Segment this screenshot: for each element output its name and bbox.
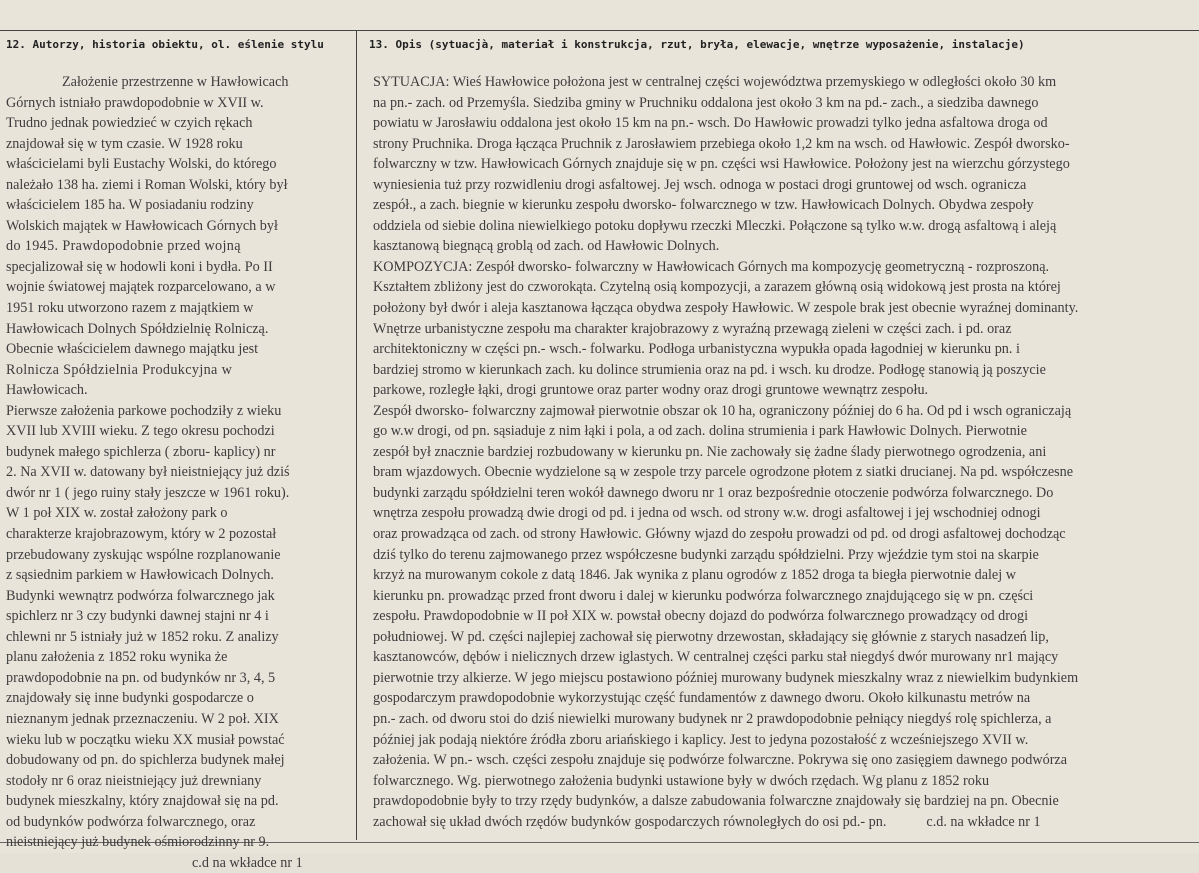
description-text-line: go w.w drogi, od pn. sąsiaduje z nim łąki i pola, a od zach. dolina strumienia i park Hawłowic Dolnych. Pierwotnie xyxy=(373,423,1027,440)
continued-note: c.d na wkładce nr 1 xyxy=(192,854,303,871)
description-text-line: Wnętrze urbanistyczne zespołu ma charakter krajobrazowy z wyraźną przewagą zieleni w części zach. i pd. oraz xyxy=(373,320,1012,337)
history-text-line: planu założenia z 1852 roku wynika że xyxy=(6,649,228,666)
description-text-line: folwarcznego. Wg. pierwotnego założenia budynki ustawione były w dwóch rzędach. Wg planu z 1852 roku xyxy=(373,772,990,789)
description-text-line: kierunku pn. prowadząc przed front dworu i dalej w kierunku podwórza folwarcznego znajdującego się w pn. części xyxy=(373,587,1034,604)
history-text-line: wojnie światowej majątek rozparcelowano, a w xyxy=(6,279,276,296)
description-text-line: wyniesienia tuż przy rozwidleniu drogi asfaltowej. Jej wsch. odnoga w postaci drogi gruntowej od wsch. ogranicza xyxy=(373,176,1027,193)
description-text-line: pn.- zach. od dworu stoi do dziś niewielki murowany budynek nr 2 prawdopodobnie pełniący niegdyś rolę spichlerza, a xyxy=(373,710,1052,727)
description-text-line: zachował się układ dwóch rzędów budynków gospodarczych równoległych do osi pd.- pn. c.d. na wkładce nr 1 xyxy=(373,813,1041,830)
history-text-line: znajdowały się inne budynki gospodarcze o xyxy=(6,690,254,707)
description-text-line: pierwotnie trzy alkierze. W jego miejscu postawiono później murowany budynek mieszkalny wraz z niewielkim budynkiem xyxy=(373,669,1079,686)
description-text-line: położony był dwór i aleja kasztanowa łącząca obydwa zespoły Hawłowic. W zespole brak jest obecnie wyraźnej dominanty. xyxy=(373,300,1079,317)
history-text-line: W 1 poł XIX w. został założony park o xyxy=(6,505,228,522)
history-text-line: do 1945. Prawdopodobnie przed wojną xyxy=(6,238,241,255)
history-text-line: znajdował się w tym czasie. W 1928 roku xyxy=(6,135,243,152)
description-text-line: prawdopodobnie były to trzy rzędy budynków, a dalsze zabudowania folwarczne znajdowały się bardziej na pn. Obecnie xyxy=(373,793,1059,810)
history-text-line: stodoły nr 6 oraz nieistniejący już drewniany xyxy=(6,772,262,789)
history-text-line: Obecnie właścicielem dawnego majątku jest xyxy=(6,341,259,358)
description-text-line: strony Pruchnika. Droga łącząca Pruchnik z Jarosławiem przebiega około 1,2 km na wsch. od Hawłowic. Zespół dworsko- xyxy=(373,135,1070,152)
history-text-line: 2. Na XVII w. datowany był nieistniejący już dziś xyxy=(6,464,290,481)
history-text-line: dwór nr 1 ( jego ruiny stały jeszcze w 1961 roku). xyxy=(6,484,290,501)
description-text-line: kasztanową biegnącą groblą od zach. od Hawłowic Dolnych. xyxy=(373,238,720,255)
history-text-line: Wolskich majątek w Hawłowicach Górnych był xyxy=(6,217,278,234)
description-text-line: bardziej stromo w kierunkach zach. ku dolince strumienia oraz na pd. i wsch. ku drodze. Podłogę stanowią ją poszycie xyxy=(373,361,1046,378)
history-text-line: Hawłowicach. xyxy=(6,382,88,399)
history-text-line: 1951 roku utworzono razem z majątkiem w xyxy=(6,300,254,317)
column-divider xyxy=(356,30,357,840)
description-text-line: powiatu w Jarosławiu oddalona jest około 15 km na pn.- wsch. Do Hawłowic prowadzi tylko jedna asfaltowa droga od xyxy=(373,115,1048,132)
description-text-line: parkowe, rozległe łąki, drogi gruntowe oraz parter wodny oraz drogi gruntowe wewnątrz zespołu. xyxy=(373,382,929,399)
history-text-line: charakterze krajobrazowym, który w 2 pozostał xyxy=(6,526,277,543)
history-text-line: właścicielami byli Eustachy Wolski, do którego xyxy=(6,156,277,173)
history-text-line: należało 138 ha. ziemi i Roman Wolski, który był xyxy=(6,176,288,193)
description-text-line: południowej. W pd. części najlepiej zachował się pierwotny drzewostan, składający się głównie z starych nasadzeń lip, xyxy=(373,628,1049,645)
header-rule xyxy=(0,30,1199,31)
description-text-column xyxy=(373,72,1156,832)
description-text-line: na pn.- zach. od Przemyśla. Siedziba gminy w Pruchniku oddalona jest około 3 km na pd.- zach., a siedziba dawnego xyxy=(373,94,1039,111)
description-text-line: KOMPOZYCJA: Zespół dworsko- folwarczny w Hawłowicach Górnych ma kompozycję geometryczną - rozproszoną. xyxy=(373,258,1050,275)
description-text-line: wnętrza zespołu prowadzą dwie drogi od pd. i jedna od wsch. od strony w.w. drogi asfaltowej i jej wschodniej odnogi xyxy=(373,505,1041,522)
description-text-line: Zespół dworsko- folwarczny zajmował pierwotnie obszar ok 10 ha, ograniczony później do 6 ha. Od pd i wsch ograniczają xyxy=(373,402,1072,419)
description-text-line: budynki zarządu spółdzielni teren wokół dawnego dworu nr 1 oraz bezpośrednie otoczenie podwórza folwarcznego. Do xyxy=(373,484,1054,501)
history-text-line: XVII lub XVIII wieku. Z tego okresu pochodzi xyxy=(6,423,275,440)
history-text-line: Rolnicza Spółdzielnia Produkcyjna w xyxy=(6,361,233,378)
history-text-line: budynek mieszkalny, który znajdował się na pd. xyxy=(6,793,279,810)
continued-note: c.d. na wkładce nr 1 xyxy=(926,813,1041,830)
description-text-line: zespół był znacznie bardziej rozbudowany w kierunku pn. Nie zachowały się żadne ślady pierwotnego ogrodzenia, ani xyxy=(373,443,1047,460)
description-text-line: kasztanowców, dębów i nielicznych drzew iglastych. W centralnej części parku stał niegdyś dwór murowany nr1 mający xyxy=(373,649,1059,666)
description-text-line: dziś tylko do terenu zajmowanego przez współczesne budynki zarządu spółdzielni. Przy wjeździe tym stoi na skarpie xyxy=(373,546,1039,563)
history-text-line: spichlerz nr 3 czy budynki dawnej stajni nr 4 i xyxy=(6,608,269,625)
history-text-line: nieznanym jednak przeznaczeniu. W 2 poł. XIX xyxy=(6,710,279,727)
history-text-line: Pierwsze założenia parkowe pochodziły z wieku xyxy=(6,402,282,419)
description-text-line: architektoniczny w części pn.- wsch.- folwarku. Podłoga urbanistyczna wypukła opada łagodniej w kierunku pn. i xyxy=(373,341,1020,358)
history-text-line: nieistniejący już budynek ośmiorodzinny nr 9. xyxy=(6,834,270,851)
history-text-line: chlewni nr 5 istniały już w 1852 roku. Z analizy xyxy=(6,628,279,645)
description-text-line: Kształtem zbliżony jest do czworokąta. Czytelną osią kompozycji, a zarazem główną osią widokową jest prosta na której xyxy=(373,279,1061,296)
description-text-line: oddziela od siebie dolina niewielkiego potoku dopływu rzeczki Mleczki. Połączone są tylko w.w. drogą asfaltową i aleją xyxy=(373,217,1057,234)
history-text-column xyxy=(6,72,349,873)
description-text-line: krzyż na murowanym cokole z datą 1846. Jak wynika z planu ogrodów z 1852 droga ta biegła pierwotnie dalej w xyxy=(373,567,1016,584)
description-text-line: folwarczny w tzw. Hawłowicach Górnych znajduje się w pn. części wsi Hawłowice. Położony jest na wierzchu górzystego xyxy=(373,156,1070,173)
history-text-line: Hawłowicach Dolnych Spółdzielnię Rolniczą. xyxy=(6,320,269,337)
description-text-line: gospodarczym prawdopodobnie wykorzystując część fundamentów z dawnego dworu. Około kilkunastu metrów na xyxy=(373,690,1031,707)
description-text-line: założenia. W pn.- wsch. części zespołu znajduje się podwórze folwarczne. Pokrywa się ono zasięgiem dawnego podwórza xyxy=(373,752,1068,769)
history-text-line: Budynki wewnątrz podwórza folwarcznego jak xyxy=(6,587,275,604)
section-13-header: 13. Opis (sytuacjà, materiał i konstrukcja, rzut, bryła, elewacje, wnętrze wyposażenie, instalacje) xyxy=(369,38,1025,51)
description-text-line: zespołu. Prawdopodobnie w II poł XIX w. powstał obecny dojazd do podwórza folwarcznego prowadzący od drogi xyxy=(373,608,1029,625)
history-text-line: specjalizował się w hodowli koni i bydła. Po II xyxy=(6,258,273,275)
history-text-line: od budynków podwórza folwarcznego, oraz xyxy=(6,813,256,830)
history-text-line: Trudno jednak powiedzieć w czyich rękach xyxy=(6,115,253,132)
history-text-line: z sąsiednim parkiem w Hawłowicach Dolnych. xyxy=(6,567,274,584)
history-text-line: właścicielem 185 ha. W posiadaniu rodziny xyxy=(6,197,254,214)
history-text-line: budynek małego spichlerza ( zboru- kaplicy) nr xyxy=(6,443,276,460)
history-text-line: przebudowany zyskując wspólne rozplanowanie xyxy=(6,546,281,563)
history-text-line: prawdopodobnie na pn. od budynków nr 3, 4, 5 xyxy=(6,669,276,686)
description-text-line: zespół., a zach. biegnie w kierunku zespołu dworsko- folwarcznego w tzw. Hawłowicach Dolnych. Obydwa zespoły xyxy=(373,197,1034,214)
history-text-line: Górnych istniało prawdopodobnie w XVII w. xyxy=(6,94,264,111)
history-text-line: dobudowany od pn. do spichlerza budynek małej xyxy=(6,752,285,769)
description-text-line: później jak podają niektóre źródła zboru ariańskiego i kaplicy. Jest to jedyna pozostałość z wcześniejszego XVII w. xyxy=(373,731,1029,748)
description-text-line: SYTUACJA: Wieś Hawłowice położona jest w centralnej części województwa przemyskiego w odległości około 30 km xyxy=(373,74,1057,90)
history-text-line: Założenie przestrzenne w Hawłowicach xyxy=(62,74,289,90)
description-text-line: oraz prowadząca od zach. od strony Hawłowic. Główny wjazd do zespołu prowadzi od pd. od drogi asfaltowej dochodząc xyxy=(373,526,1066,543)
history-text-line: wieku lub w początku wieku XX musiał powstać xyxy=(6,731,285,748)
description-text-line: bram wjazdowych. Obecnie wydzielone są w zespole trzy parcele ogrodzone płotem z siatki drucianej. Na pd. współczesne xyxy=(373,464,1074,481)
section-12-header: 12. Autorzy, historia obiektu, ol. eślenie stylu xyxy=(6,38,324,51)
